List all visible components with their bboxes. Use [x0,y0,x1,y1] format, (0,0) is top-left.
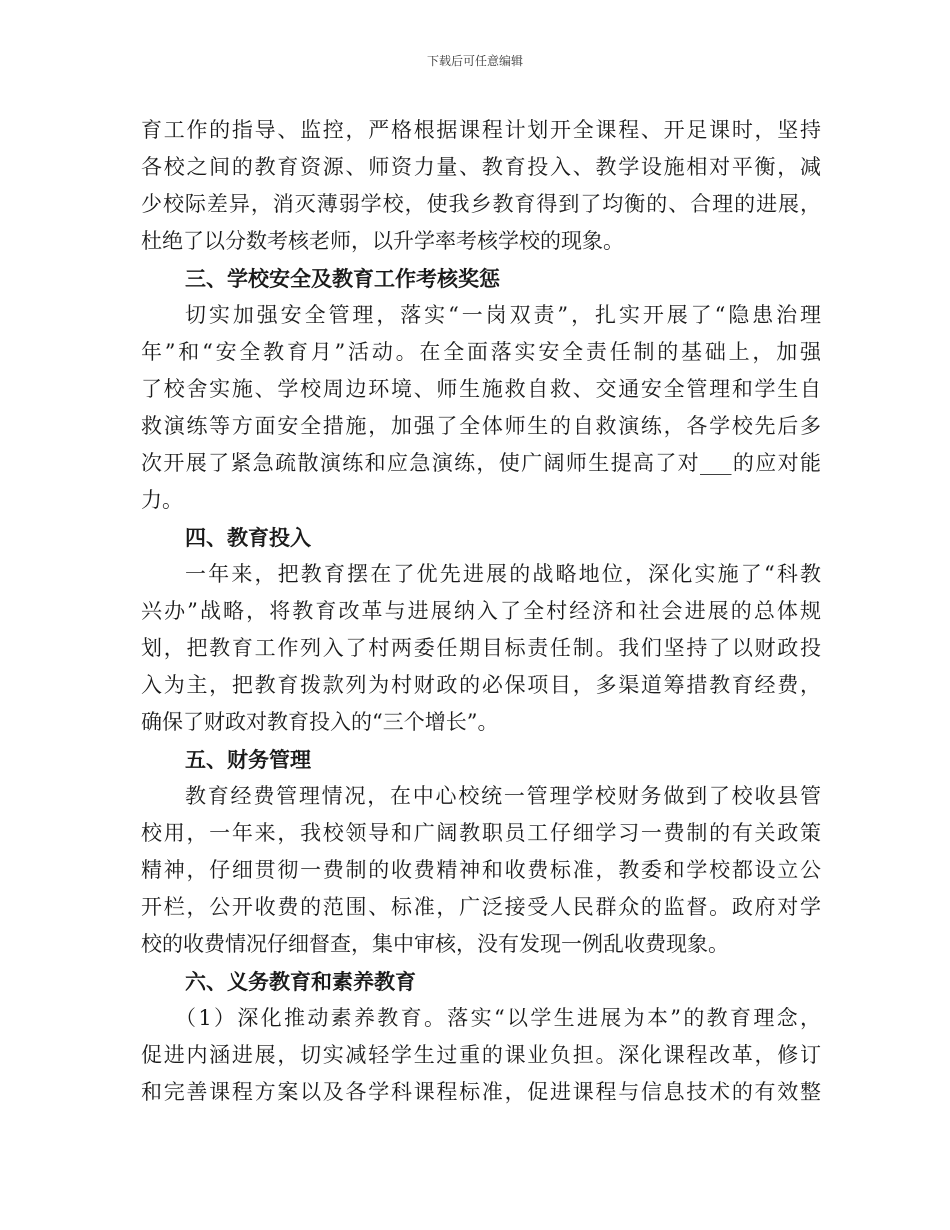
section-heading: 六、义务教育和素养教育 [185,969,416,994]
text-line: 校用，一年来，我校领导和广阔教职员工仔细学习一费制的有关政策 [141,821,821,845]
text-line: 次开展了紧急疏散演练和应急演练，使广阔师生提高了对___的应对能 [141,451,821,475]
text-line: 兴办”战略，将教育改革与进展纳入了全村经济和社会进展的总体规 [141,599,821,623]
document-body [141,112,821,1111]
text-line: 和完善课程方案以及各学科课程标准，促进课程与信息技术的有效整 [141,1080,821,1104]
text-line: 开栏，公开收费的范围、标准，广泛接受人民群众的监督。政府对学 [141,895,821,919]
text-line: 救演练等方面安全措施，加强了全体师生的自救演练，各学校先后多 [141,414,821,438]
text-line: 精神，仔细贯彻一费制的收费精神和收费标准，教委和学校都设立公 [141,858,821,882]
text-line: 年”和“安全教育月”活动。在全面落实安全责任制的基础上，加强 [141,340,821,364]
text-line: 促进内涵进展，切实减轻学生过重的课业负担。深化课程改革，修订 [141,1043,821,1067]
text-line: 切实加强安全管理，落实“一岗双责”，扎实开展了“隐患治理 [185,303,821,327]
section-heading: 三、学校安全及教育工作考核奖惩 [185,266,500,291]
text-line: 教育经费管理情况，在中心校统一管理学校财务做到了校收县管 [185,784,821,808]
text-line: 划，把教育工作列入了村两委任期目标责任制。我们坚持了以财政投 [141,636,821,660]
text-line: 了校舍实施、学校周边环境、师生施救自救、交通安全管理和学生自 [141,377,821,401]
text-line: 校的收费情况仔细督查，集中审核，没有发现一例乱收费现象。 [141,932,729,956]
text-line: 杜绝了以分数考核老师，以升学率考核学校的现象。 [141,229,624,253]
text-line: 育工作的指导、监控，严格根据课程计划开全课程、开足课时，坚持 [141,118,821,142]
text-line: 确保了财政对教育投入的“三个增长”。 [141,710,499,734]
text-line: 一年来，把教育摆在了优先进展的战略地位，深化实施了“科教 [185,562,821,586]
text-line: 入为主，把教育拨款列为村财政的必保项目，多渠道筹措教育经费， [141,673,821,697]
text-line: 各校之间的教育资源、师资力量、教育投入、教学设施相对平衡，减 [141,155,821,179]
text-line: 少校际差异，消灭薄弱学校，使我乡教育得到了均衡的、合理的进展， [141,192,821,216]
text-line: 力。 [141,488,183,512]
text-line: （1）深化推动素养教育。落实“以学生进展为本”的教育理念， [175,1006,821,1030]
section-heading: 五、财务管理 [185,747,311,772]
section-heading: 四、教育投入 [185,525,311,550]
page-header: 下载后可任意编辑 [426,54,523,68]
